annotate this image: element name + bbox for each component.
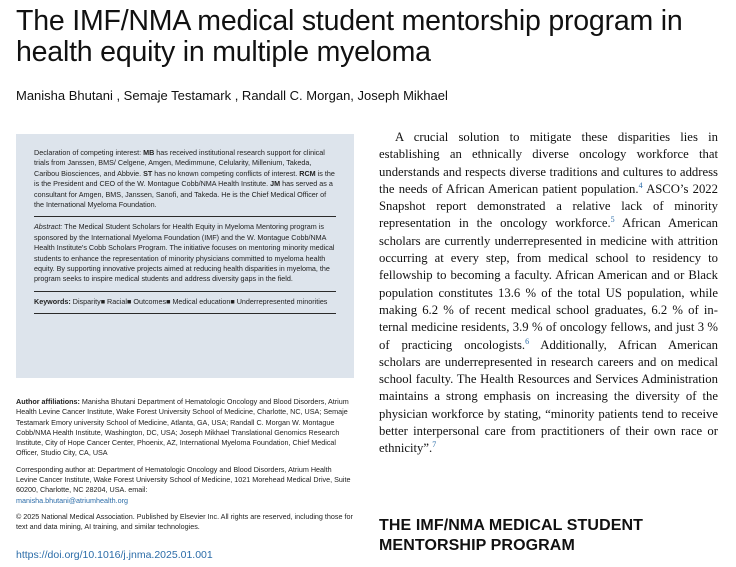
author-affiliations: Author affiliations: Manisha Bhutani Department of Hematologic Oncology and Blood Disorders, Atrium Health Levine Cancer Institute, Wake Forest University School of Medicine, Charlotte, NC, USA; Semaje Testamark Emory university School of Medicine, Atlanta, GA, USA; Randall C. Morgan W. Montague Cobb/NMA Health Institute, Washington, DC, USA; Joseph Mikhael Translational Genomics Research Institute, City of Hope Cancer Center, Phoenix, AZ, International Myeloma Foundation, Chief Medical Officer, Studio City, CA, USA bbox=[16, 397, 349, 458]
section-heading: THE IMF/NMA MEDICAL STUDENT MENTORSHIP PROGRAM bbox=[379, 517, 644, 554]
corresponding-author: Corresponding author at: Department of Hematologic Oncology and Blood Disorders, Atrium Health Levine Cancer Institute, Wake Forest University School of Medicine, 1021 Morehead Medical Drive, Suite 60200, Charlotte, NC 28204, USA. email: manisha.bhutani@atriumhealth.org bbox=[16, 464, 351, 505]
reference-link[interactable]: 4 bbox=[638, 180, 643, 190]
email-link[interactable]: manisha.bhutani@atriumhealth.org bbox=[16, 495, 128, 505]
reference-link[interactable]: 5 bbox=[610, 215, 615, 225]
abstract: Abstract: The Medical Student Scholars for Health Equity in Myeloma Mentoring program is sponsored by the International Myeloma Foundation (IMF) and the W. Montague Cobb/NMA Health Institute's Cobb Scholars Program. The initiative focuses on mentoring minority medical students to enhance the representation of minority physicians committed to myeloma health equity. By supporting innovative projects aimed at reducing health disparities in myeloma, the program seeks to inspire medical students and address diversity gaps in the field. bbox=[34, 222, 335, 284]
article-title: The IMF/NMA medical student mentorship program in health equity in multiple myeloma bbox=[16, 5, 683, 68]
divider bbox=[34, 291, 336, 292]
divider bbox=[34, 216, 336, 217]
keywords: Keywords: Disparity■ Racial■ Outcomes■ Medical education■ Underrepresented minorities bbox=[34, 296, 328, 306]
author-list: Manisha Bhutani , Semaje Testamark , Randall C. Morgan, Joseph Mikhael bbox=[16, 88, 448, 103]
article-info-box bbox=[16, 134, 354, 378]
article-footnotes bbox=[16, 397, 354, 539]
reference-link[interactable]: 7 bbox=[432, 440, 437, 450]
reference-link[interactable]: 6 bbox=[525, 336, 530, 346]
body-paragraph: A crucial solution to mitigate these disparities lies in establishing an ethnically diverse oncology workforce that understands and respects diverse traditions and cultures to address the needs of African American patient population.$^4$ ASCO’s 2022 Snapshot report demonstrated a relative lack of minority representation in the oncology workforce.$^5$ African American scholars are currently underrepresented in medicine with attrition occurring at every step, from medical school to residency to fellowship to becoming a faculty. African American and or Black population constitutes 13.6 % of the total US population, while making 6.2 % of recent medical school graduates, 6.2 % of internal medicine residents, 3.9 % of oncology fellows, and just 3 % of practicing oncologists.$^6$ Additionally, African American scholars are underrepresented in research careers and on medical school faculty. The Health Resources and Services Administration maintains a strong emphasis on increasing the diversity of the physician workforce by stating, “minority patients tend to receive better interpersonal care from practitioners of their own race or ethnicity”.$^7$ bbox=[379, 130, 718, 456]
competing-interest-statement: Declaration of competing interest: MB has received institutional research support for clinical trials from Janssen, BMS/ Celgene, Amgen, Medimmune, Celularity, Millenium, Takeda, Caribou Biosciences, and Abbvie. ST has no known competing conflicts of interest. RCM is the is the President and CEO of the W. Montague Cobb/NMA Health Institute. JM has served as a consultant for Amgen, BMS, Janssen, Sanofi, and Takeda. He is the Chief Medical Officer of the International Myeloma Foundation. bbox=[34, 148, 335, 210]
divider bbox=[34, 313, 336, 314]
body-column bbox=[379, 129, 718, 458]
doi-link[interactable]: https://doi.org/10.1016/j.jnma.2025.01.001 bbox=[16, 549, 213, 561]
copyright-notice: © 2025 National Medical Association. Published by Elsevier Inc. All rights are reserved, including those for text and data mining, AI training, and similar technologies. bbox=[16, 511, 353, 532]
